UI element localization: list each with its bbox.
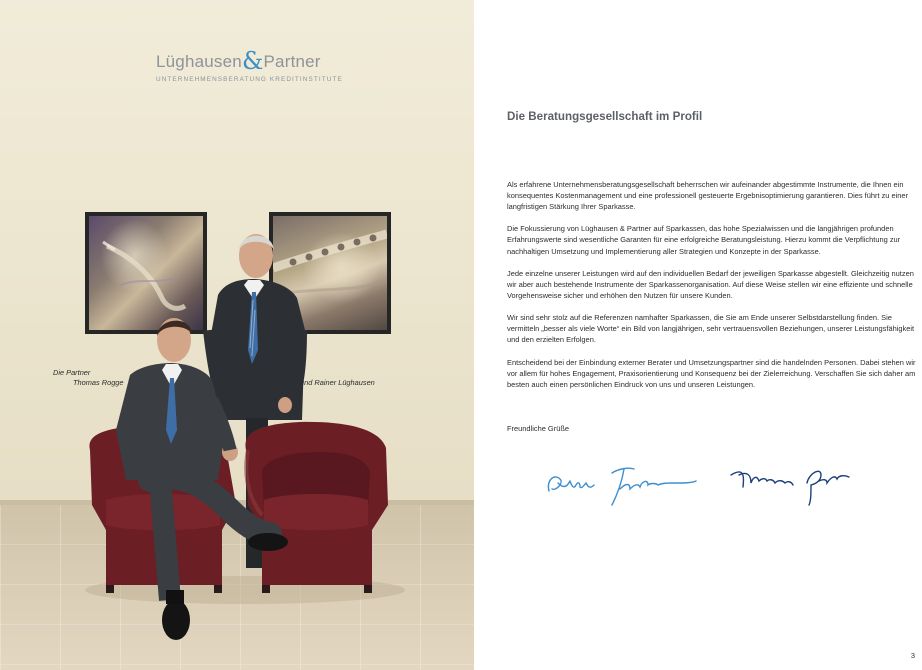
logo-name-part1: Lüghausen — [156, 52, 242, 71]
paragraph: Wir sind sehr stolz auf die Referenzen namhafter Sparkassen, die Sie am Ende unserer Selbstdarstellung finden. Sie vermitteln „besser als viele Worte“ ein Bild von langjährigen, sehr vertrauensvollen Beziehungen, unserer Leistungsfähigkeit und den erzielten Erfolgen. — [507, 313, 915, 345]
paragraph: Die Fokussierung von Lüghausen & Partner auf Sparkassen, das hohe Spezialwissen und die langjährigen profunden Erfahrungswerte sind wesentliche Garanten für eine erfolgreiche Beratungsleistung. Hierzu kommt die Verpflichtung zur nachhaltigen Umsetzung und Implementierung aller Strategien und Konzepte in der Sparkasse. — [507, 224, 901, 256]
signature-rogge — [727, 453, 857, 513]
armchair-right — [245, 422, 388, 593]
signature-lueghausen — [544, 453, 704, 513]
caption-partner-rogge: Thomas Rogge — [73, 378, 124, 387]
paragraph: Als erfahrene Unternehmensberatungsgesellschaft beherrschen wir aufeinander abgestimmte Instrumente, die Ihnen ein konsequentes Kostenmanagement und eine professionell gesteuerte Ergebnisoptimierung garantieren. Dies führt zu einer langfristigen Stärkung Ihrer Sparkasse. — [507, 180, 909, 212]
section-title: Die Beratungsgesellschaft im Profil — [507, 110, 703, 123]
caption-partners-label: Die Partner — [53, 368, 91, 377]
caption-partner-lueghausen: und Rainer Lüghausen — [300, 378, 375, 387]
logo-tagline: UNTERNEHMENSBERATUNG KREDITINSTITUTE — [156, 76, 343, 83]
paragraph: Jede einzelne unserer Leistungen wird auf den individuellen Bedarf der jeweiligen Sparkasse abgestellt. Gleichzeitig nutzen wir aber auch bestehende Instrumente der Sparkassenorganisation. Auf diese Weise stellen wir eine effiziente und schnelle Vorgehensweise sicher und erhöhen den Nutzen für unsere Kunden. — [507, 268, 914, 300]
logo-ampersand: & — [241, 47, 264, 75]
paragraph: Entscheidend bei der Einbindung externer Berater und Umsetzungspartner sind die handelnden Personen. Dabei stehen wir vor allem für hohes Engagement, Praxisorientierung und Konsequenz bei der Zielerreichung. Verschaffen Sie sich daher am besten auch einen persönlichen Eindruck von uns und unseren Leistungen. — [507, 357, 916, 389]
profile-body — [507, 179, 917, 401]
page-number: 3 — [910, 651, 915, 660]
closing-greeting: Freundliche Grüße — [507, 424, 570, 433]
profile-text-page — [474, 0, 922, 670]
logo-name-part2: Partner — [263, 52, 321, 71]
